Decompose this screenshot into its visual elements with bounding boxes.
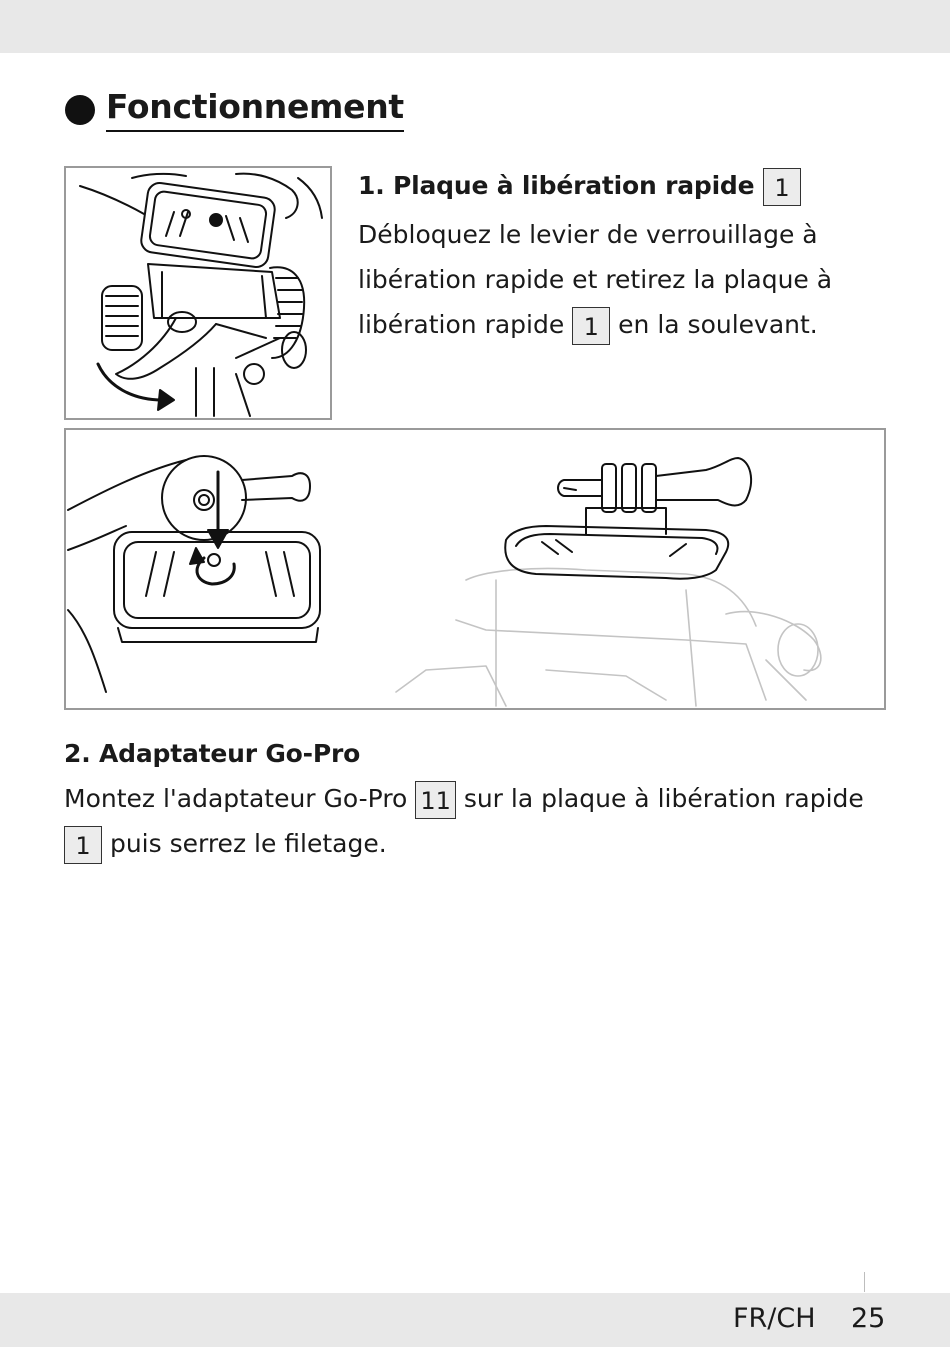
step-2-line-1-end: sur la plaque à libération rapide: [463, 784, 864, 813]
step-1-line-3-end: en la soulevant.: [618, 310, 818, 339]
step-1-title: 1. Plaque à libération rapide: [358, 171, 755, 200]
ref-badge: 1: [572, 307, 610, 345]
tripod-head-illustration: [66, 168, 330, 418]
section-header: [65, 84, 404, 136]
step-1-line-2: libération rapide et retirez la plaque à: [358, 265, 833, 294]
step-1-line-1: Débloquez le levier de verrouillage à: [358, 220, 818, 249]
step-2-line-1: [64, 776, 894, 821]
step-2-line-2: [64, 821, 894, 866]
page-number: 25: [851, 1303, 886, 1334]
ref-badge: 11: [415, 781, 456, 819]
step-2-title: 2. Adaptateur Go-Pro: [64, 739, 361, 768]
step-1-title-line: [358, 160, 878, 212]
step-2-line-2-end: puis serrez le filetage.: [109, 829, 387, 858]
ref-badge: 1: [763, 168, 801, 206]
figure-release-lever: [64, 166, 332, 420]
step-1-line-3-start: libération rapide: [358, 310, 565, 339]
step-2-line-1-start: Montez l'adaptateur Go-Pro: [64, 784, 408, 813]
top-band: [0, 0, 950, 53]
footer-divider: [864, 1272, 865, 1292]
step-1: [358, 160, 878, 347]
step-1-line-3: [358, 302, 878, 347]
section-title: Fonctionnement: [106, 88, 404, 132]
gopro-adapter-illustration: [66, 430, 884, 708]
bullet-icon: [65, 95, 95, 125]
footer-language: FR/CH: [733, 1303, 816, 1334]
step-2: [64, 732, 894, 866]
figure-gopro-mount: [64, 428, 886, 710]
ref-badge: 1: [64, 826, 102, 864]
